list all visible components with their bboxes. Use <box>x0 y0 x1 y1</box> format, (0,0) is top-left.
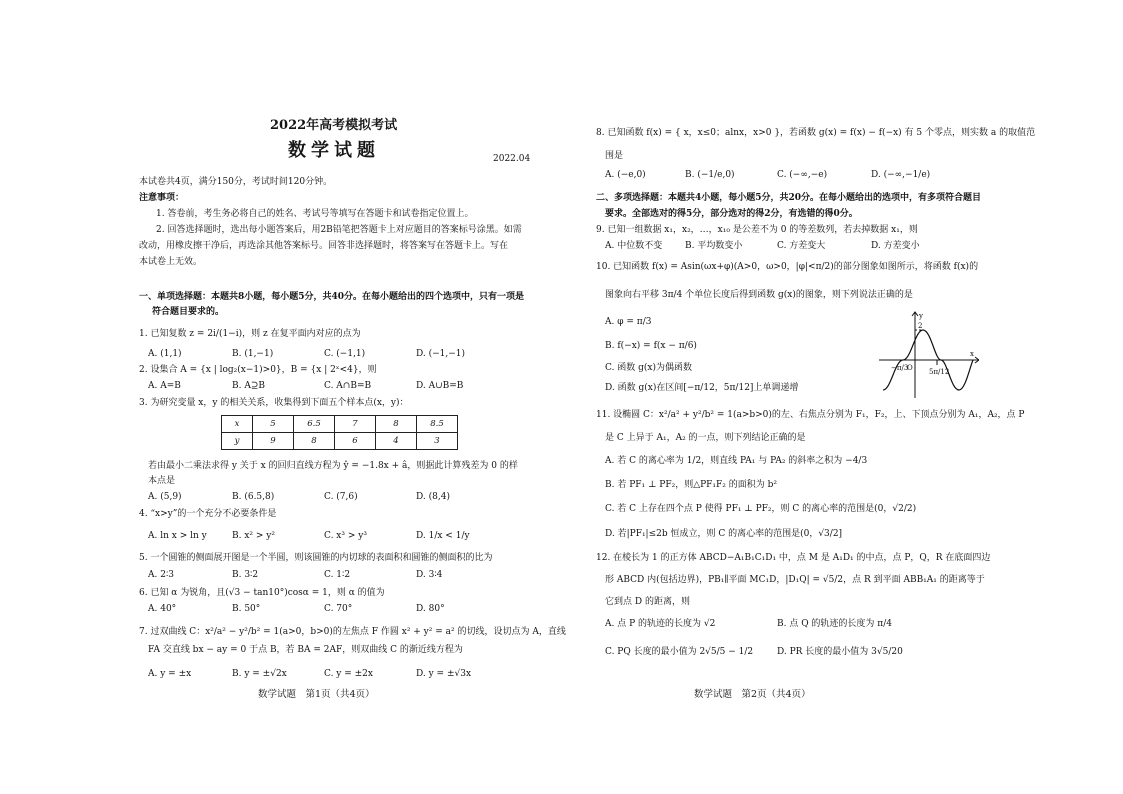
graph-x-neg-label: −π/3 <box>891 364 909 372</box>
question-5: 5. 一个圆锥的侧面展开图是一个半圆，则该圆锥的内切球的表面积和圆锥的侧面积的比为 <box>139 553 493 563</box>
y-value-3: 6 <box>335 433 376 450</box>
q1-option-d: D. (−1,−1) <box>416 349 466 359</box>
question-10-line-1: 10. 已知函数 f(x) = Asin(ωx+φ)(A>0，ω>0，|φ|<π/2)的部分图象如图所示，将函数 f(x)的 <box>596 262 979 272</box>
q6-option-a: A. 40° <box>148 604 177 614</box>
exam-title: 2022年高考模拟考试 <box>270 118 398 133</box>
q2-option-a: A. A=B <box>148 381 181 391</box>
q10-option-b: B. f(−x) = f(x − π/6) <box>605 341 697 351</box>
q12-option-a: A. 点 P 的轨迹的长度为 √2 <box>605 619 716 629</box>
y-value-2: 8 <box>294 433 335 450</box>
question-9: 9. 已知一组数据 x₁，x₂，…，x₁₀ 是公差不为 0 的等差数列，若去掉数据 x₁，则 <box>596 225 918 235</box>
exam-date: 2022.04 <box>493 154 531 164</box>
q10-option-a: A. φ = π/3 <box>605 317 652 327</box>
question-1: 1. 已知复数 z = 2i/(1−i)，则 z 在复平面内对应的点为 <box>139 329 361 339</box>
q11-option-b: B. 若 PF₁ ⊥ PF₂，则△PF₁F₂ 的面积为 b² <box>605 480 777 490</box>
sine-graph <box>879 310 979 400</box>
question-10-line-2: 图象向右平移 3π/4 个单位长度后得到函数 g(x)的图象，则下列说法正确的是 <box>605 290 913 300</box>
q7-option-d: D. y = ±√3x <box>416 669 472 679</box>
q12-option-c: C. PQ 长度的最小值为 2√5/5 − 1/2 <box>605 647 754 657</box>
q6-option-c: C. 70° <box>324 604 353 614</box>
y-header: y <box>222 433 253 450</box>
question-12-line-1: 12. 在棱长为 1 的正方体 ABCD−A₁B₁C₁D₁ 中，点 M 是 A₁D₁ 的中点，点 P，Q，R 在底面四边 <box>596 553 991 563</box>
question-11-line-1: 11. 设椭圆 C：x²/a² + y²/b² = 1(a>b>0)的左、右焦点分别为 F₁，F₂，上、下顶点分别为 A₁，A₂，点 P <box>596 410 1025 420</box>
page-2 <box>561 0 1123 794</box>
q9-option-a: A. 中位数不变 <box>605 241 663 251</box>
sample-table <box>221 415 458 450</box>
section-2-line-2: 要求。全部选对的得5分，部分选对的得2分，有选错的得0分。 <box>605 209 858 219</box>
graph-x-pos-label: 5π/12 <box>929 368 950 376</box>
subject-title: 数学试题 <box>288 140 380 161</box>
q8-option-d: D. (−∞,−1/e) <box>871 170 931 180</box>
y-value-1: 9 <box>253 433 294 450</box>
question-7-line-1: 7. 过双曲线 C：x²/a² − y²/b² = 1(a>0，b>0)的左焦点 F 作圆 x² + y² = a² 的切线，设切点为 A，直线 <box>139 627 566 637</box>
sample-row-y <box>222 433 458 450</box>
question-8-line-2: 围是 <box>605 151 624 161</box>
graph-x-axis-label: x <box>970 350 974 358</box>
q8-option-c: C. (−∞,−e) <box>777 170 828 180</box>
q6-option-b: B. 50° <box>232 604 261 614</box>
sample-row-x <box>222 416 458 433</box>
q6-option-d: D. 80° <box>416 604 445 614</box>
q11-option-a: A. 若 C 的离心率为 1/2，则直线 PA₁ 与 PA₂ 的斜率之积为 −4/3 <box>605 456 868 466</box>
question-4: 4. “x>y”的一个充分不必要条件是 <box>139 509 277 519</box>
q11-option-d: D. 若|PF₁|≤2b 恒成立，则 C 的离心率的范围是(0，√3/2] <box>605 529 843 539</box>
section-2-line-1: 二、多项选择题：本题共4小题，每小题5分，共20分。在每小题给出的选项中，有多项符合题目 <box>596 193 982 203</box>
q2-option-b: B. A⊇B <box>232 381 265 391</box>
page-2-footer: 数学试题 第2页（共4页） <box>694 689 811 700</box>
question-8-line-1: 8. 已知函数 f(x) = { x，x≤0；alnx，x>0 }，若函数 g(x) = f(x) − f(−x) 有 5 个零点，则实数 a 的取值范 <box>596 128 1036 138</box>
q3-option-a: A. (5,9) <box>148 492 182 502</box>
q9-option-d: D. 方差变小 <box>871 241 920 251</box>
graph-y-max-label: 2 <box>918 322 923 330</box>
q2-option-d: D. A∪B=B <box>416 381 464 391</box>
q1-option-b: B. (1,−1) <box>232 349 274 359</box>
question-2: 2. 设集合 A = {x | log₂(x−1)>0}，B = {x | 2ˣ<4}，则 <box>139 365 377 375</box>
question-3: 3. 为研究变量 x，y 的相关关系，收集得到下面五个样本点(x，y)： <box>139 398 409 408</box>
q9-option-b: B. 平均数变小 <box>685 241 743 251</box>
q7-option-a: A. y = ±x <box>148 669 192 679</box>
q1-option-c: C. (−1,1) <box>324 349 366 359</box>
y-value-5: 3 <box>417 433 458 450</box>
x-header: x <box>222 416 253 433</box>
question-12-line-2: 形 ABCD 内(包括边界)，PB₁∥平面 MC₁D，|D₁Q| = √5/2，点 R 到平面 ABB₁A₁ 的距离等于 <box>605 575 985 585</box>
page-1-footer: 数学试题 第1页（共4页） <box>258 689 375 700</box>
section-1-line-2: 符合题目要求的。 <box>152 307 225 317</box>
question-11-line-2: 是 C 上异于 A₁，A₂ 的一点，则下列结论正确的是 <box>605 433 806 443</box>
q8-option-a: A. (−e,0) <box>605 170 646 180</box>
q10-option-d: D. 函数 g(x)在区间[−π/12，5π/12]上单调递增 <box>605 383 799 393</box>
question-12-line-3: 它到点 D 的距离，则 <box>605 597 690 607</box>
x-value-4: 8 <box>376 416 417 433</box>
q4-option-a: A. ln x > ln y <box>148 531 207 541</box>
q5-option-c: C. 1∶2 <box>324 570 351 580</box>
q7-option-c: C. y = ±2x <box>324 669 373 679</box>
graph-origin-label: O <box>907 364 913 372</box>
x-value-5: 8.5 <box>417 416 458 433</box>
graph-y-axis-label: y <box>919 312 923 320</box>
question-7-line-2: FA 交直线 bx − ay = 0 于点 B，若 BA = 2AF，则双曲线 C 的渐近线方程为 <box>148 645 463 655</box>
q3-option-d: D. (8,4) <box>416 492 450 502</box>
q2-option-c: C. A∩B=B <box>324 381 372 391</box>
notice-2-line-3: 本试卷上无效。 <box>139 257 203 267</box>
question-3-cont-2: 本点是 <box>148 476 176 486</box>
x-value-1: 5 <box>253 416 294 433</box>
q12-option-b: B. 点 Q 的轨迹的长度为 π/4 <box>777 619 892 629</box>
q5-option-a: A. 2∶3 <box>148 570 175 580</box>
q1-option-a: A. (1,1) <box>148 349 182 359</box>
q12-option-d: D. PR 长度的最小值为 3√5/20 <box>777 647 903 657</box>
notice-2-line-1: 2. 回答选择题时，选出每小题答案后，用2B铅笔把答题卡上对应题目的答案标号涂黑。如需 <box>156 225 522 235</box>
question-3-cont-1: 若由最小二乘法求得 y 关于 x 的回归直线方程为 ŷ = −1.8x + â，则据此计算残差为 0 的样 <box>148 461 518 471</box>
q4-option-b: B. x² > y² <box>232 531 275 541</box>
q5-option-d: D. 3∶4 <box>416 570 443 580</box>
y-value-4: 4 <box>376 433 417 450</box>
q5-option-b: B. 3∶2 <box>232 570 259 580</box>
q3-option-b: B. (6.5,8) <box>232 492 275 502</box>
q4-option-c: C. x³ > y³ <box>324 531 367 541</box>
q10-option-c: C. 函数 g(x)为偶函数 <box>605 363 693 373</box>
q9-option-c: C. 方差变大 <box>777 241 826 251</box>
q4-option-d: D. 1/x < 1/y <box>416 531 470 541</box>
x-value-2: 6.5 <box>294 416 335 433</box>
q11-option-c: C. 若 C 上存在四个点 P 使得 PF₁ ⊥ PF₂，则 C 的离心率的范围是(0，√2/2) <box>605 504 917 514</box>
intro-text: 本试卷共4页，满分150分，考试时间120分钟。 <box>139 177 333 187</box>
q8-option-b: B. (−1/e,0) <box>685 170 735 180</box>
notice-1: 1. 答卷前，考生务必将自己的姓名、考试号等填写在答题卡和试卷指定位置上。 <box>156 209 474 219</box>
question-6: 6. 已知 α 为锐角，且(√3 − tan10°)cosα = 1，则 α 的值为 <box>139 588 385 598</box>
x-value-3: 7 <box>335 416 376 433</box>
q3-option-c: C. (7,6) <box>324 492 358 502</box>
notice-2-line-2: 改动，用橡皮擦干净后，再选涂其他答案标号。回答非选择题时，将答案写在答题卡上。写在 <box>139 241 509 251</box>
notice-title: 注意事项： <box>139 193 185 203</box>
q7-option-b: B. y = ±√2x <box>232 669 287 679</box>
section-1-line-1: 一、单项选择题：本题共8小题，每小题5分，共40分。在每小题给出的四个选项中，只有一项是 <box>139 292 525 302</box>
